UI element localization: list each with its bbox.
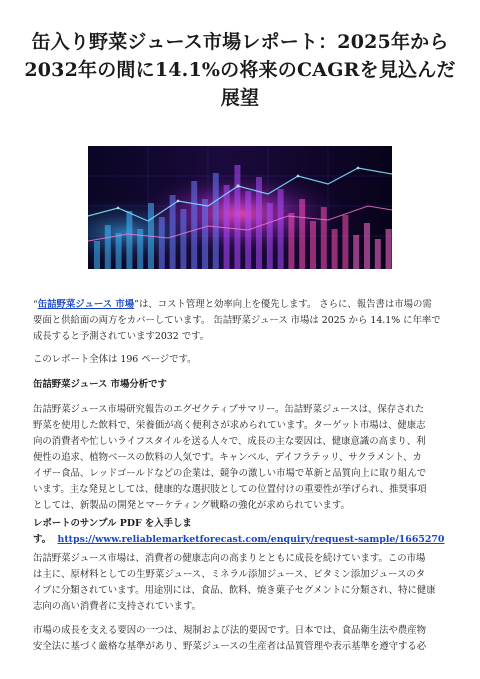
hero-image <box>88 146 392 269</box>
decorative-bar <box>126 211 132 269</box>
decorative-bar <box>321 207 327 269</box>
decorative-bar <box>299 199 305 269</box>
data-visualization-graphic <box>88 146 392 269</box>
decorative-bar <box>116 233 122 269</box>
page-title <box>20 28 460 112</box>
decorative-bar <box>342 215 348 269</box>
summary-line-5: イザー食品、レッドゴールドなどの企業は、競争の激しい市場で革新と品質向上に取り組んで <box>33 468 427 479</box>
market-line-3: イプに分類されています。用途別には、食品、飲料、焼き菓子セグメントに分類され、特に健康 <box>33 585 436 596</box>
summary-line-1: 缶詰野菜ジュース市場研究報告のエグゼクティブサマリー。缶詰野菜ジュースは、保存された <box>33 404 425 415</box>
quote-mark: “ <box>33 299 38 310</box>
summary-line-4: 便性の追求、植物ベースの飲料の人気です。キャンベル、デイフラテッリ、サクラメント、カ <box>33 452 422 463</box>
decorative-bar <box>375 239 381 269</box>
factors-line-1: 市場の成長を支える要因の一つは、規制および法的要因です。日本では、食品衛生法や農産物 <box>33 625 427 636</box>
market-line-4: 志向の高い消費者に支持されています。 <box>33 601 202 612</box>
market-line-1: 缶詰野菜ジュース市場は、消費者の健康志向の高まりとともに成長を続けています。この市場 <box>33 553 426 564</box>
decorative-bar <box>202 199 208 269</box>
sample-line-2-prefix: す。 <box>33 534 51 545</box>
decorative-bar <box>180 209 186 269</box>
decorative-bar <box>278 189 284 269</box>
sample-line-1: レポートのサンプル PDF を入手しま <box>33 518 192 529</box>
summary-line-6: います。主な発見としては、健康的な選択肢としての位置付けの重要性が挙げられ、推奨事項 <box>33 484 427 495</box>
decorative-bar <box>94 241 100 269</box>
sample-pdf-link[interactable]: https://www.reliablemarketforecast.com/enquiry/request-sample/1665270 <box>57 534 445 545</box>
intro-line-1-rest: ”は、コスト管理と効率向上を優先します。 さらに、報告書は市場の需 <box>134 299 432 310</box>
summary-line-3: 向の消費者や忙しいライフスタイルを送る人々で、成長の主な要因は、健康意識の高まり、利 <box>33 436 426 447</box>
decorative-bar <box>364 223 370 269</box>
factors-line-2: 安全法に基づく厳格な基準があり、野菜ジュースの生産者は品質管理や表示基準を遵守する必 <box>33 641 427 652</box>
decorative-bar <box>105 225 111 269</box>
decorative-bar <box>191 181 197 269</box>
sample-line-2 <box>33 532 448 548</box>
title-line-1: 缶入り野菜ジュース市場レポート：2025年から <box>31 31 449 53</box>
decorative-bar <box>234 165 240 269</box>
decorative-bar <box>310 221 316 269</box>
intro-line-3: 成長すると予測されています2032 です。 <box>33 331 210 342</box>
market-line-2: は主に、原材料としての生野菜ジュース、ミネラル添加ジュース、ビタミン添加ジュースのタ <box>33 569 426 580</box>
decorative-bar <box>353 235 359 269</box>
market-paragraph <box>33 551 448 615</box>
decorative-bar <box>267 203 273 269</box>
intro-paragraph <box>33 297 448 345</box>
intro-line-2: 要面と供給面の両方をカバーしています。 缶詰野菜ジュース 市場は 2025 から 14.1% に年率で <box>33 315 441 326</box>
title-line-2: 2032年の間に14.1%の将来のCAGRを見込んだ <box>24 59 456 81</box>
sample-request <box>33 516 448 548</box>
decorative-bar <box>386 229 392 269</box>
factors-paragraph <box>33 623 448 655</box>
summary-line-2: 野菜を使用した飲料で、栄養価が高く便利さが求められています。ターゲット市場は、健康志 <box>33 420 426 431</box>
market-link[interactable]: 缶詰野菜ジュース 市場 <box>37 299 135 310</box>
decorative-bar <box>159 217 165 269</box>
decorative-bar <box>224 185 230 269</box>
decorative-bar <box>288 213 294 269</box>
summary-paragraph <box>33 402 448 514</box>
decorative-bar <box>332 229 338 269</box>
summary-line-7: としては、新製品の開発とマーケティング戦略の強化が求められています。 <box>33 500 350 511</box>
intro-line-1 <box>33 297 448 313</box>
title-line-3: 展望 <box>220 87 260 109</box>
analysis-heading: 缶詰野菜ジュース 市場分析です <box>33 379 167 390</box>
pages-note: このレポート全体は 196 ページです。 <box>33 354 197 365</box>
decorative-bar <box>213 173 219 269</box>
